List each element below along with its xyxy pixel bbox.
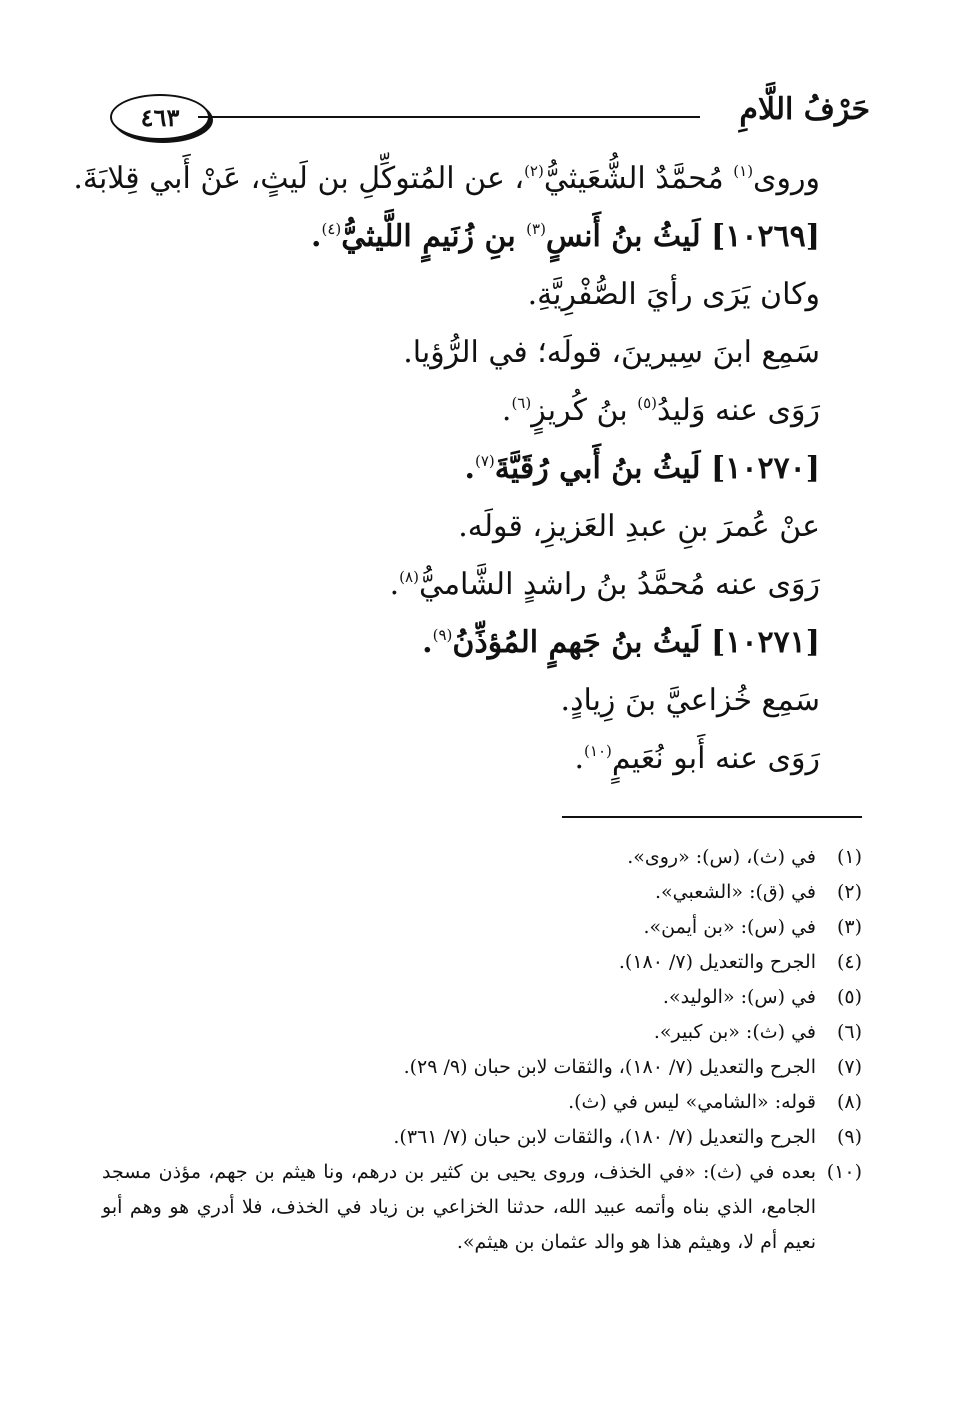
text-line: رَوَى عنه أَبو نُعَيمٍ$^{(١٠)}$. (574, 741, 820, 776)
text-line: وكان يَرَى رأيَ الصُّفْرِيَّةِ. (527, 277, 820, 312)
entry-heading: [١٠٢٦٩] لَيثُ بنُ أَنسٍ$^{(٣)}$ بنِ زُنَيمٍ اللَّيثيُّ$^{(٤)}$. (311, 219, 820, 254)
entry-heading: [١٠٢٧٠] لَيثُ بنُ أَبي رُقَيَّةَ$^{(٧)}$. (464, 451, 820, 486)
text-line: وروى$^{(١)}$ مُحمَّدٌ الشُّعَيثيُّ$^{(٢)}$، عن المُتوكِّلِ بن لَيثٍ، عَنْ أَبي قِلابَةَ. (73, 161, 820, 196)
entry-heading: [١٠٢٧١] لَيثُ بنُ جَهمٍ المُؤذِّنُ$^{(٩)}$. (422, 625, 820, 660)
footnote: (٥) في (س): «الوليد». (662, 986, 862, 1008)
page-header (110, 90, 870, 150)
main-text (73, 150, 820, 788)
footnote: (٢) في (ق): «الشعبي». (654, 881, 862, 903)
page-number: ٤٦٣ (140, 102, 180, 132)
text-line: سَمِع ابنَ سِيرينَ، قولَه؛ في الرُّؤيا. (403, 335, 820, 370)
running-title: حَرْفُ اللَّامِ (739, 92, 870, 127)
text-line: سَمِع خُزاعيَّ بنَ زِيادٍ. (560, 683, 820, 718)
footnote: (٦) في (ث): «بن كبير». (653, 1021, 862, 1043)
footnote: (١) في (ث)، (س): «روى». (627, 846, 862, 868)
header-rule (198, 116, 700, 118)
footnote: (٣) في (س): «بن أيمن». (643, 916, 862, 938)
text-line: رَوَى عنه وَليدُ$^{(٥)}$ بنُ كُريزٍ$^{(٦)}$. (501, 393, 820, 428)
footnote: (٤) الجرح والتعديل (٧/ ١٨٠). (618, 951, 862, 973)
footnote: (٩) الجرح والتعديل (٧/ ١٨٠)، والثقات لابن حبان (٧/ ٣٦١). (393, 1126, 862, 1148)
text-line: رَوَى عنه مُحمَّدُ بنُ راشدٍ الشَّاميُّ$^{(٨)}$. (389, 567, 820, 602)
footnotes (102, 840, 862, 1260)
text-line: عنْ عُمرَ بنِ عبدِ العَزيزِ، قولَه. (458, 509, 820, 544)
footnote: (٧) الجرح والتعديل (٧/ ١٨٠)، والثقات لابن حبان (٩/ ٢٩). (403, 1056, 862, 1078)
footnote: (١٠) بعده في (ث): «في الخذف، وروى يحيى بن كثير بن درهم، ونا هيثم بن جهم، مؤذن مسجد الجامع، الذي بناه وأتمه عبيد الله، حدثنا الخزاعي بن زياد في الخذف، فلا أدري هو وهم أبو نعيم أم لا، وهيثم هذا هو والد عثمان بن هيثم». (102, 1161, 862, 1253)
footnote-separator (562, 816, 862, 818)
page-number-badge (110, 94, 210, 140)
footnote: (٨) قوله: «الشامي» ليس في (ث). (568, 1091, 862, 1113)
